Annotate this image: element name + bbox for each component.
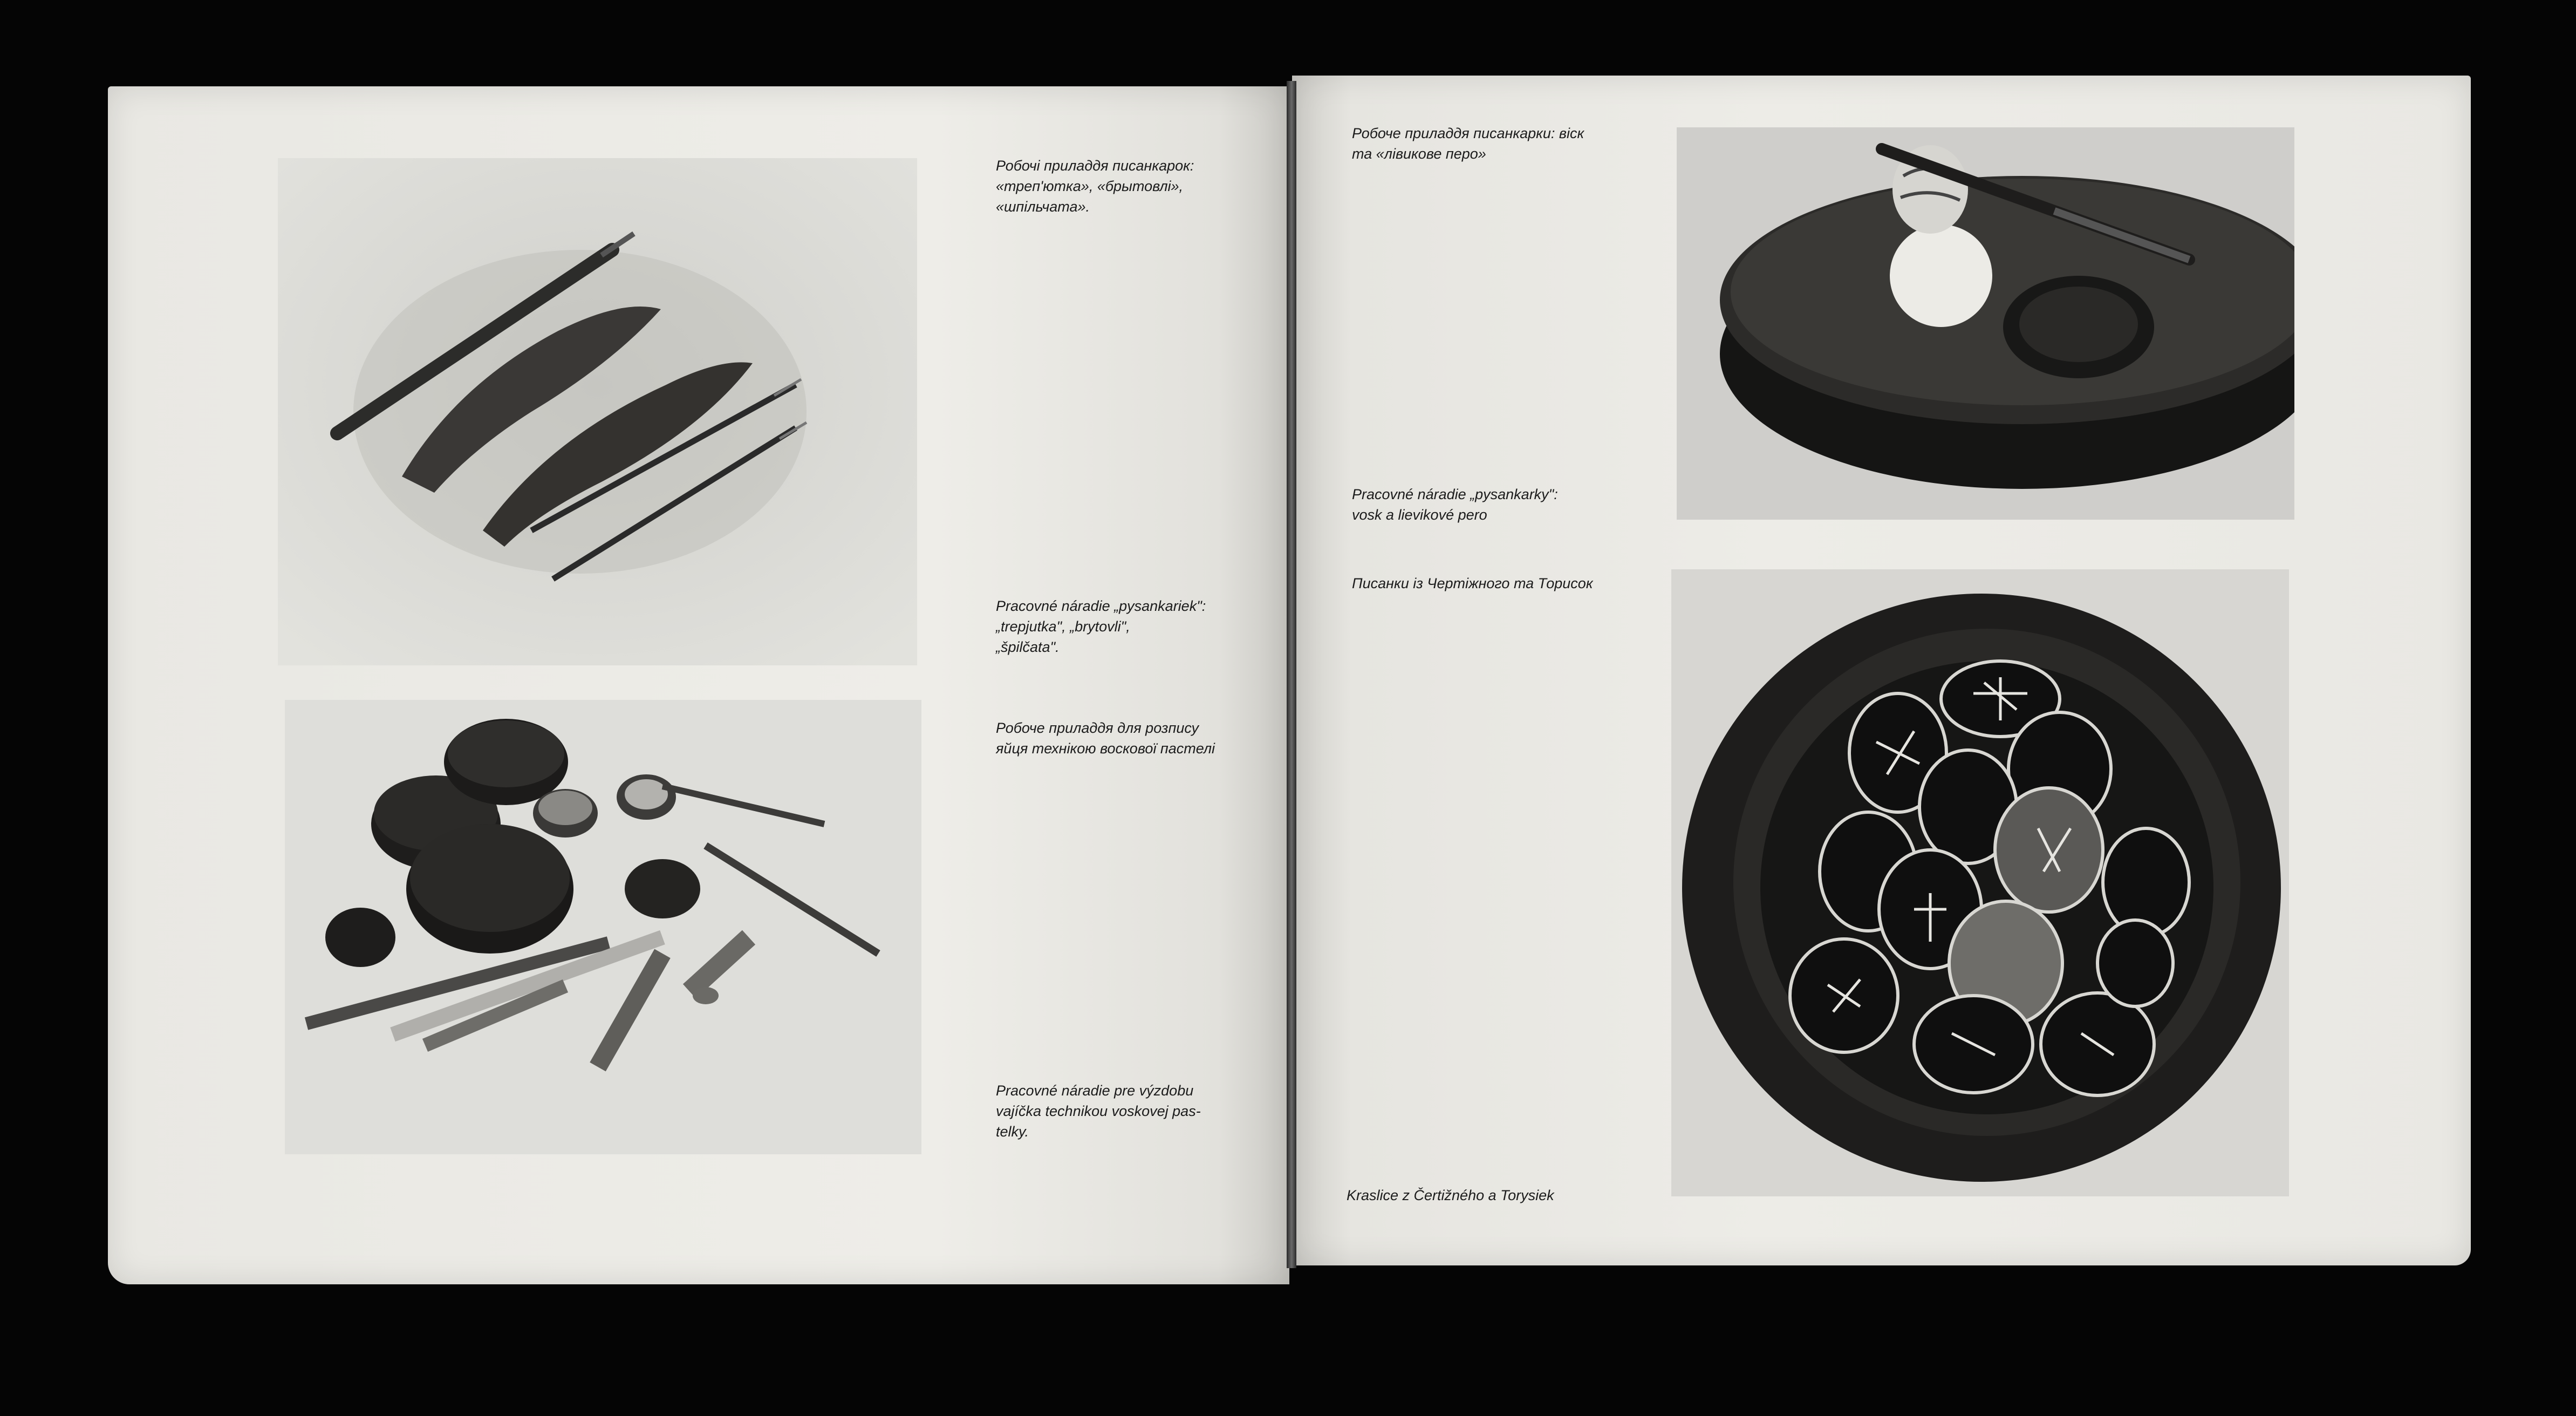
photo-wax-and-pen (1677, 127, 2294, 520)
photo-bowl-of-pysanky (1671, 569, 2289, 1196)
caption-tools-slovak: Pracovné náradie „pysankariek": „trepjutka", „brytovli", „špilčata". (996, 598, 1206, 655)
caption-pastel-slovak: Pracovné náradie pre výzdobu vajíčka technikou voskovej pas- telky. (996, 1083, 1201, 1140)
caption-tools-ukrainian: Робочі приладдя писанкарок: «треп'ютка», «брытовлі», «шпільчата». (996, 158, 1194, 215)
caption-eggs-slovak: Kraslice z Čertižného a Torysiek (1347, 1187, 1554, 1203)
photo-wax-pastel-tools (285, 700, 921, 1154)
caption-eggs-ukrainian: Писанки із Чертіжного та Торисок (1352, 575, 1593, 591)
caption-wax-ukrainian: Робоче приладдя писанкарки: віск та «лівикове перо» (1352, 125, 1584, 162)
photo-pysanka-tools (278, 158, 917, 665)
caption-wax-slovak: Pracovné náradie „pysankarky": vosk a lievikové pero (1352, 486, 1558, 523)
book-gutter (1287, 81, 1296, 1268)
caption-pastel-ukrainian: Робоче приладдя для розпису яйця технікою воскової пастелі (996, 720, 1215, 757)
